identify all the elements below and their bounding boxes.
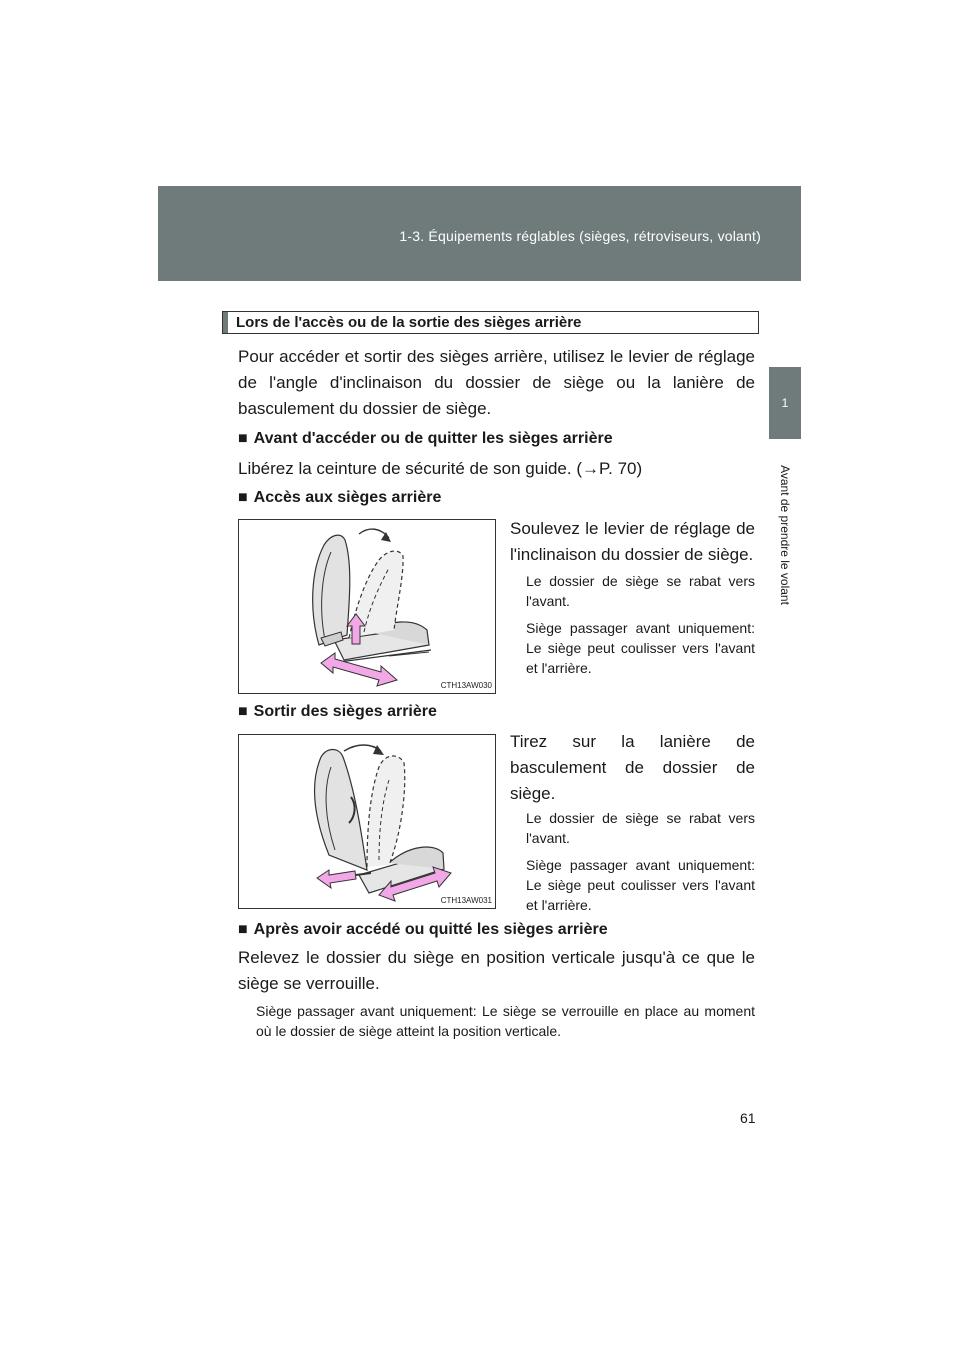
bullet-square-icon: ■ (238, 489, 248, 506)
seat-illustration-exit (238, 734, 496, 909)
bullet-square-icon: ■ (238, 921, 248, 938)
figure-code: CTH13AW030 (440, 681, 492, 690)
figure-code: CTH13AW031 (440, 896, 492, 905)
section-title: Lors de l'accès ou de la sortie des sièges arrière (222, 311, 759, 334)
note-text: Siège passager avant uniquement: Le siège peut coulisser vers l'avant et l'arrière. (526, 620, 755, 676)
subsection-text: Relevez le dossier du siège en position verticale jusqu'à ce que le siège se verrouille. (238, 948, 755, 993)
chapter-tab-number: 1 (781, 396, 789, 410)
subsection-heading-before (238, 430, 613, 448)
subsection-heading-text: Accès aux sièges arrière (253, 489, 442, 506)
note-text: Siège passager avant uniquement: Le siège se verrouille en place au moment où le dossier de siège atteint la position verticale. (256, 1003, 755, 1039)
subsection-text: Libérez la ceinture de sécurité de son guide. (→P. 70) (238, 459, 643, 478)
chapter-title: 1-3. Équipements réglables (sièges, rétroviseurs, volant) (399, 228, 761, 244)
chapter-side-label-text: Avant de prendre le volant (778, 465, 792, 605)
chapter-tab (769, 367, 801, 439)
chapter-header (158, 186, 801, 281)
bullet-square-icon: ■ (238, 430, 248, 447)
intro-paragraph: Pour accéder et sortir des sièges arrière, utilisez le levier de réglage de l'angle d'inclinaison du dossier de siège ou la lanière de basculement du dossier de siège. (238, 347, 755, 418)
note-text: Le dossier de siège se rabat vers l'avant. (526, 810, 755, 846)
subsection-heading-access (238, 489, 441, 507)
bullet-square-icon: ■ (238, 703, 248, 720)
seat-illustration-access (238, 519, 496, 694)
page-number: 61 (740, 1110, 756, 1126)
subsection-text: Soulevez le levier de réglage de l'inclinaison du dossier de siège. (510, 519, 755, 564)
subsection-heading-text: Sortir des sièges arrière (253, 703, 437, 720)
note-text: Le dossier de siège se rabat vers l'avant. (526, 573, 755, 609)
subsection-text: Tirez sur la lanière de basculement de dossier de siège. (510, 732, 755, 803)
subsection-heading-text: Après avoir accédé ou quitté les sièges arrière (253, 921, 608, 938)
subsection-heading-text: Avant d'accéder ou de quitter les sièges arrière (253, 430, 613, 447)
subsection-heading-after (238, 921, 608, 939)
subsection-heading-exit (238, 703, 437, 721)
note-text: Siège passager avant uniquement: Le siège peut coulisser vers l'avant et l'arrière. (526, 857, 755, 913)
